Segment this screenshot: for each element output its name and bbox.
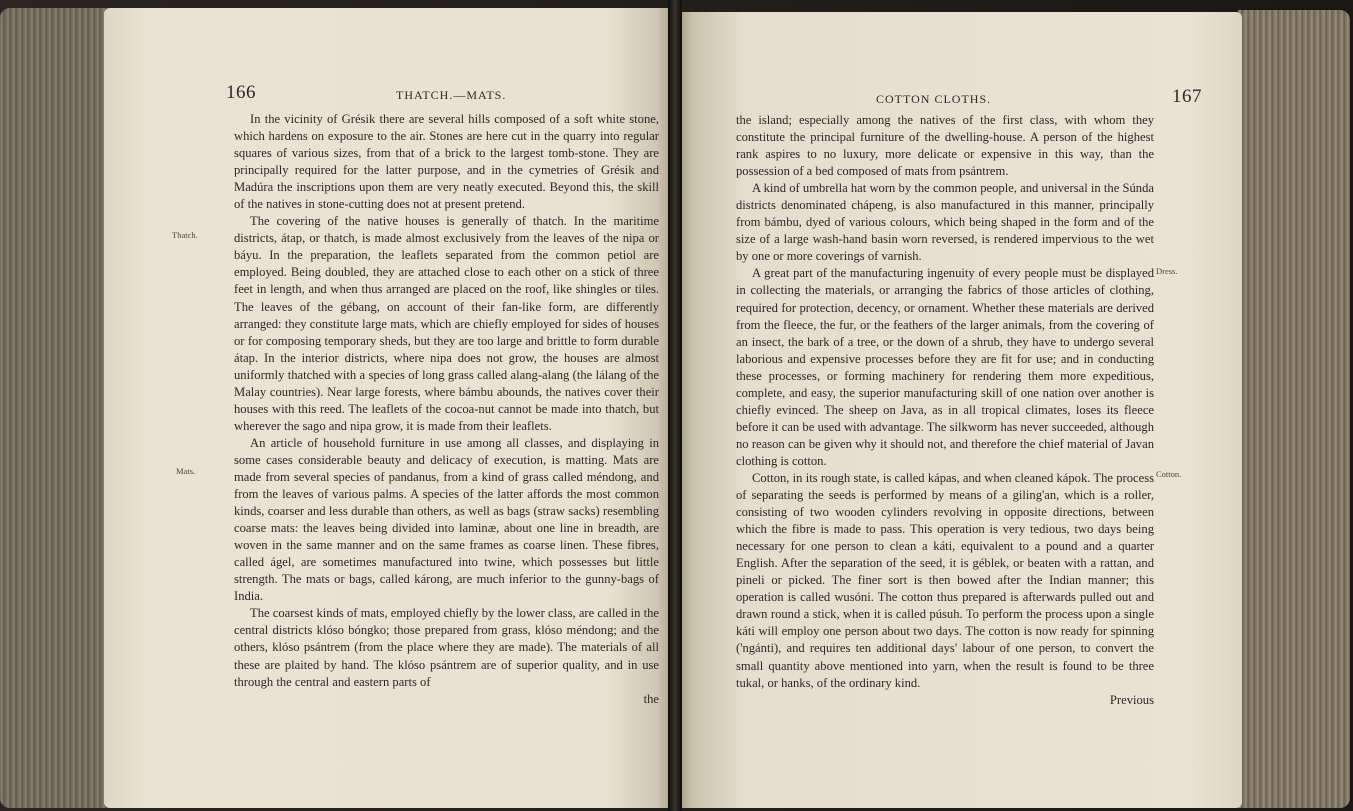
catchword-right: Previous [1109, 692, 1154, 707]
margin-note-cotton: Cotton. [1156, 469, 1182, 479]
running-title-right: COTTON CLOTHS. [876, 92, 992, 106]
left-page-header [226, 82, 586, 110]
paragraph-coarse-mats: The coarsest kinds of mats, employed chiefly by the lower class, are called in the central districts klóso bóngko; those prepared from grass, klóso méndong; and the others, klóso psántrem (from the place where they are made). The materials of all these are plaited by hand. The klóso psántrem are of superior quality, and in use through the central and eastern parts of [234, 606, 659, 689]
paragraph-thatch: The covering of the native houses is generally of thatch. In the maritime districts, átap, or thatch, is made almost exclusively from the leaves of the nipa or báyu. In the preparation, the leaflets separated from the common petiol are employed. Being doubled, they are attached close to each other on a stick of three feet in length, and when thus arranged are placed on the roof, like shingles or tiles. The leaves of the gébang, on account of their fan-like form, are differently arranged: they constitute large mats, which are chiefly employed for sides of houses or for composing temporary sheds, but they are too large and brittle to form durable átap. In the interior districts, where nipa does not grow, the houses are almost uniformly thatched with a species of long grass called alang-alang (the lálang of the Malay countries). Near large forests, where bámbu abounds, the natives cover their houses with this reed. The leaflets of the cocoa-nut cannot be made into thatch, but wherever the sago and nipa grow, it is made from their leaflets. [234, 214, 659, 433]
margin-note-thatch: Thatch. [172, 230, 198, 240]
page-number-left: 166 [226, 82, 256, 103]
paragraph-cotton: Cotton, in its rough state, is called kápas, and when cleaned kápok. The process of separating the seeds is performed by means of a giling'an, which is a roller, consisting of two wooden cylinders revolving in opposite directions, between which the fibre is made to pass. This operation is very tedious, two days being necessary for one person to clean a káti, equivalent to a pound and a quarter English. After the separation of the seed, it is géblek, or beaten with a rattan, and pineli or picked. The finer sort is then bowed after the Indian manner; this operation is called wusóni. The cotton thus prepared is afterwards pulled out and drawn round a stick, when it is called púsuh. To perform the process upon a single káti will employ one person about two days. The cotton is now ready for spinning ('ngánti), and requires ten additional days' labour of one person, to convert the small quantity above mentioned into yarn, when the result is found to be three tukal, or hanks, of the ordinary kind. [736, 470, 1154, 690]
paragraph-matting: An article of household furniture in use among all classes, and displaying in some cases considerable beauty and delicacy of execution, is matting. Mats are made from several species of pandanus, from a kind of grass called méndong, and from the leaves of various palms. A species of the latter affords the most common kinds, coarser and less durable than others, as well as bags (straw sacks) resembling coarse mats: the leaves being divided into laminæ, about one line in breadth, are woven in the same manner and on the same frames as coarse linen. These fibres, called ágel, are sometimes manufactured into twine, which possesses but little strength. The mats or bags, called károng, are much inferior to the gunny-bags of India. [234, 435, 659, 604]
catchword-left: the [643, 691, 659, 706]
book-gutter [668, 0, 682, 811]
right-page-body [736, 112, 1154, 709]
right-page-header [876, 86, 1216, 114]
page-number-right: 167 [1172, 86, 1202, 107]
running-title-left: THATCH.—MATS. [396, 88, 507, 102]
margin-note-mats: Mats. [176, 466, 196, 476]
right-page-edges [1238, 10, 1350, 808]
left-page-edges [0, 8, 110, 808]
margin-note-dress: Dress. [1156, 266, 1178, 276]
paragraph-dress: A great part of the manufacturing ingenuity of every people must be displayed in collecting the materials, or arranging the fabrics of those articles of clothing, required for protection, decency, or ornament. Whether these materials are derived from the fleece, the fur, or the feathers of the larger animals, from the covering of an insect, the bark of a tree, or the down of a shrub, they have to undergo several laborious and expensive processes before they are fit for use; and in conducting these processes, or forming machinery for rendering them more expeditious, complete, and easy, the superior manufacturing skill of one nation over another is chiefly evinced. The sheep on Java, as in all tropical climates, loses its fleece before it can be used with advantage. The silkworm has never succeeded, although no reason can be given why it should not, and therefore the chief material of Javan clothing is cotton. [736, 266, 1154, 468]
paragraph-umbrella-hat: A kind of umbrella hat worn by the common people, and universal in the Súnda districts denominated chápeng, is also manufactured in this manner, principally from bámbu, dyed of various colours, which being shaped in the form and of the size of a large wash-hand basin worn reversed, is rendered impervious to the wet by one or more coverings of varnish. [736, 181, 1154, 264]
left-page-body [234, 111, 659, 708]
paragraph-island: the island; especially among the natives of the first class, with whom they constitute the principal furniture of the dwelling-house. A person of the highest rank aspires to no luxury, more delicate or expensive in this way, than the possession of a bed composed of mats from psántrem. [736, 113, 1154, 179]
left-page [104, 8, 674, 808]
paragraph-stone: In the vicinity of Grésik there are several hills composed of a soft white stone, which hardens on exposure to the air. Stones are here cut in the quarry into regular squares of various sizes, from that of a brick to the largest tomb-stone. They are principally required for the latter purpose, and in the cymetries of Grésik and Madúra the inscriptions upon them are very neatly executed. Beyond this, the skill of the natives in stone-cutting does not at present pretend. [234, 112, 659, 212]
right-page [676, 12, 1242, 808]
